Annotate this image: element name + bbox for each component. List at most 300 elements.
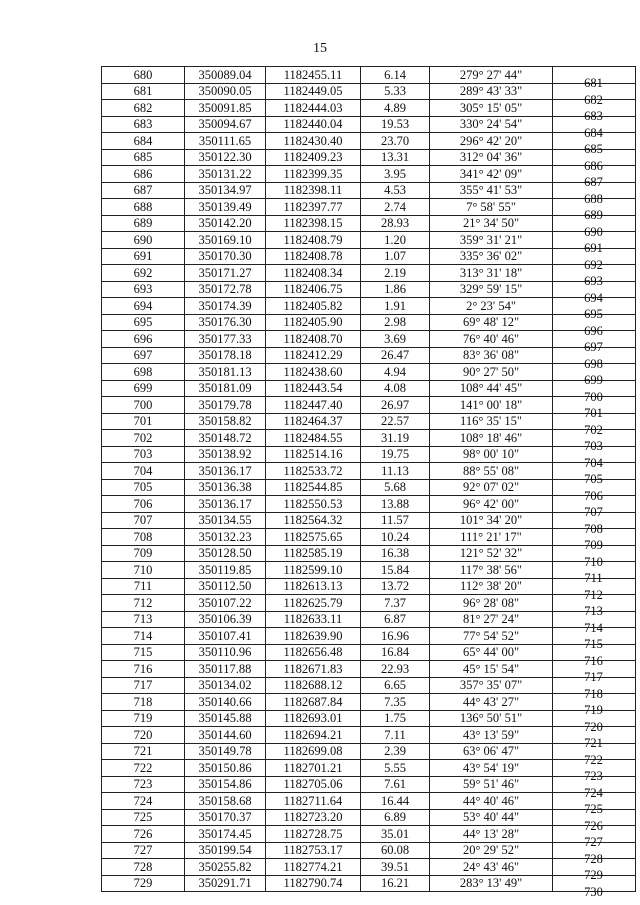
- bearing-angle-cell: 355° 41' 53": [430, 182, 553, 199]
- point-number-cell: 729: [102, 875, 185, 892]
- bearing-angle-cell: 83° 36' 08": [430, 347, 553, 364]
- x-coordinate-cell: 350142.20: [185, 215, 266, 232]
- point-number-cell: 724: [102, 793, 185, 810]
- x-coordinate-cell: 350171.27: [185, 265, 266, 282]
- segment-length-cell: 16.84: [361, 644, 430, 661]
- segment-length-cell: 11.57: [361, 512, 430, 529]
- segment-length-cell: 4.89: [361, 100, 430, 117]
- bearing-angle-cell: 63° 06' 47": [430, 743, 553, 760]
- x-coordinate-cell: 350090.05: [185, 83, 266, 100]
- y-coordinate-cell: 1182723.20: [266, 809, 361, 826]
- x-coordinate-cell: 350131.22: [185, 166, 266, 183]
- y-coordinate-cell: 1182408.70: [266, 331, 361, 348]
- bearing-angle-cell: 2° 23' 54": [430, 298, 553, 315]
- y-coordinate-cell: 1182774.21: [266, 859, 361, 876]
- next-point-label: 689: [584, 208, 603, 222]
- x-coordinate-cell: 350132.23: [185, 529, 266, 546]
- next-point-label: 684: [584, 125, 603, 140]
- next-point-label: 700: [584, 389, 603, 404]
- x-coordinate-cell: 350136.38: [185, 479, 266, 496]
- bearing-angle-cell: 330° 24' 54": [430, 116, 553, 133]
- next-point-label: 687: [584, 175, 603, 189]
- x-coordinate-cell: 350148.72: [185, 430, 266, 447]
- next-point-label: 682: [584, 92, 603, 107]
- bearing-angle-cell: 111° 21' 17": [430, 529, 553, 546]
- y-coordinate-cell: 1182599.10: [266, 562, 361, 579]
- x-coordinate-cell: 350181.09: [185, 380, 266, 397]
- segment-length-cell: 7.37: [361, 595, 430, 612]
- bearing-angle-cell: 98° 00' 10": [430, 446, 553, 463]
- segment-length-cell: 7.35: [361, 694, 430, 711]
- bearing-angle-cell: 121° 52' 32": [430, 545, 553, 562]
- bearing-angle-cell: 112° 38' 20": [430, 578, 553, 595]
- next-point-label: 718: [584, 686, 603, 701]
- segment-length-cell: 19.75: [361, 446, 430, 463]
- x-coordinate-cell: 350119.85: [185, 562, 266, 579]
- point-number-cell: 685: [102, 149, 185, 166]
- segment-length-cell: 2.19: [361, 265, 430, 282]
- y-coordinate-cell: 1182693.01: [266, 710, 361, 727]
- bearing-angle-cell: 279° 27' 44": [430, 67, 553, 84]
- y-coordinate-cell: 1182613.13: [266, 578, 361, 595]
- bearing-angle-cell: 312° 04' 36": [430, 149, 553, 166]
- y-coordinate-cell: 1182455.11: [266, 67, 361, 84]
- bearing-angle-cell: 108° 44' 45": [430, 380, 553, 397]
- point-number-cell: 717: [102, 677, 185, 694]
- y-coordinate-cell: 1182575.65: [266, 529, 361, 546]
- next-point-label: 693: [584, 274, 603, 288]
- next-point-label: 699: [584, 373, 603, 387]
- segment-length-cell: 16.96: [361, 628, 430, 645]
- x-coordinate-cell: 350144.60: [185, 727, 266, 744]
- y-coordinate-cell: 1182585.19: [266, 545, 361, 562]
- point-number-cell: 702: [102, 430, 185, 447]
- x-coordinate-cell: 350154.86: [185, 776, 266, 793]
- segment-length-cell: 1.20: [361, 232, 430, 249]
- bearing-angle-cell: 96° 42' 00": [430, 496, 553, 513]
- y-coordinate-cell: 1182438.60: [266, 364, 361, 381]
- point-number-cell: 721: [102, 743, 185, 760]
- next-point-label: 696: [584, 323, 603, 338]
- segment-length-cell: 2.74: [361, 199, 430, 216]
- y-coordinate-cell: 1182753.17: [266, 842, 361, 859]
- point-number-cell: 727: [102, 842, 185, 859]
- segment-length-cell: 10.24: [361, 529, 430, 546]
- next-point-label: 701: [584, 406, 603, 420]
- y-coordinate-cell: 1182625.79: [266, 595, 361, 612]
- next-point-label: 709: [584, 538, 603, 552]
- bearing-angle-cell: 305° 15' 05": [430, 100, 553, 117]
- segment-length-cell: 16.44: [361, 793, 430, 810]
- bearing-angle-cell: 313° 31' 18": [430, 265, 553, 282]
- x-coordinate-cell: 350107.22: [185, 595, 266, 612]
- bearing-angle-cell: 335° 36' 02": [430, 248, 553, 265]
- next-point-label: 723: [584, 769, 603, 783]
- segment-length-cell: 3.69: [361, 331, 430, 348]
- point-number-cell: 728: [102, 859, 185, 876]
- next-point-label: 714: [584, 620, 603, 635]
- x-coordinate-cell: 350174.39: [185, 298, 266, 315]
- segment-length-cell: 13.31: [361, 149, 430, 166]
- segment-length-cell: 1.75: [361, 710, 430, 727]
- bearing-angle-cell: 69° 48' 12": [430, 314, 553, 331]
- next-point-label: 691: [584, 241, 603, 255]
- x-coordinate-cell: 350091.85: [185, 100, 266, 117]
- point-number-cell: 697: [102, 347, 185, 364]
- x-coordinate-cell: 350170.30: [185, 248, 266, 265]
- segment-length-cell: 23.70: [361, 133, 430, 150]
- x-coordinate-cell: 350134.02: [185, 677, 266, 694]
- segment-length-cell: 22.57: [361, 413, 430, 430]
- segment-length-cell: 4.94: [361, 364, 430, 381]
- next-point-label: 721: [584, 736, 603, 750]
- x-coordinate-cell: 350178.18: [185, 347, 266, 364]
- x-coordinate-cell: 350128.50: [185, 545, 266, 562]
- next-point-label: 683: [584, 109, 603, 123]
- y-coordinate-cell: 1182688.12: [266, 677, 361, 694]
- point-number-cell: 700: [102, 397, 185, 414]
- point-number-cell: 722: [102, 760, 185, 777]
- bearing-angle-cell: 44° 13' 28": [430, 826, 553, 843]
- y-coordinate-cell: 1182484.55: [266, 430, 361, 447]
- point-number-cell: 696: [102, 331, 185, 348]
- point-number-cell: 690: [102, 232, 185, 249]
- y-coordinate-cell: 1182701.21: [266, 760, 361, 777]
- x-coordinate-cell: 350179.78: [185, 397, 266, 414]
- segment-length-cell: 5.33: [361, 83, 430, 100]
- y-coordinate-cell: 1182399.35: [266, 166, 361, 183]
- x-coordinate-cell: 350110.96: [185, 644, 266, 661]
- x-coordinate-cell: 350255.82: [185, 859, 266, 876]
- bearing-angle-cell: 20° 29' 52": [430, 842, 553, 859]
- bearing-angle-cell: 53° 40' 44": [430, 809, 553, 826]
- segment-length-cell: 5.68: [361, 479, 430, 496]
- x-coordinate-cell: 350176.30: [185, 314, 266, 331]
- next-point-label: 724: [584, 785, 603, 800]
- y-coordinate-cell: 1182412.29: [266, 347, 361, 364]
- point-number-cell: 692: [102, 265, 185, 282]
- next-point-label: 722: [584, 752, 603, 767]
- bearing-angle-cell: 357° 35' 07": [430, 677, 553, 694]
- point-number-cell: 694: [102, 298, 185, 315]
- point-number-cell: 693: [102, 281, 185, 298]
- next-point-label: 690: [584, 224, 603, 239]
- next-point-label: 712: [584, 587, 603, 602]
- segment-length-cell: 6.14: [361, 67, 430, 84]
- point-number-cell: 723: [102, 776, 185, 793]
- x-coordinate-cell: 350089.04: [185, 67, 266, 84]
- point-number-cell: 689: [102, 215, 185, 232]
- y-coordinate-cell: 1182440.04: [266, 116, 361, 133]
- segment-length-cell: 2.39: [361, 743, 430, 760]
- bearing-angle-cell: 289° 43' 33": [430, 83, 553, 100]
- point-number-cell: 715: [102, 644, 185, 661]
- y-coordinate-cell: 1182398.11: [266, 182, 361, 199]
- segment-length-cell: 6.65: [361, 677, 430, 694]
- point-number-cell: 706: [102, 496, 185, 513]
- next-point-label: 705: [584, 472, 603, 486]
- next-point-label: 708: [584, 521, 603, 536]
- y-coordinate-cell: 1182405.82: [266, 298, 361, 315]
- segment-length-cell: 6.89: [361, 809, 430, 826]
- segment-length-cell: 16.21: [361, 875, 430, 892]
- next-point-label: 686: [584, 158, 603, 173]
- next-point-label: 716: [584, 653, 603, 668]
- x-coordinate-cell: 350170.37: [185, 809, 266, 826]
- y-coordinate-cell: 1182398.15: [266, 215, 361, 232]
- point-number-cell: 726: [102, 826, 185, 843]
- y-coordinate-cell: 1182790.74: [266, 875, 361, 892]
- next-point-label: 715: [584, 637, 603, 651]
- x-coordinate-cell: 350199.54: [185, 842, 266, 859]
- segment-length-cell: 6.87: [361, 611, 430, 628]
- point-number-cell: 688: [102, 199, 185, 216]
- bearing-angle-cell: 7° 58' 55": [430, 199, 553, 216]
- segment-length-cell: 16.38: [361, 545, 430, 562]
- segment-length-cell: 13.88: [361, 496, 430, 513]
- segment-length-cell: 26.97: [361, 397, 430, 414]
- x-coordinate-cell: 350150.86: [185, 760, 266, 777]
- point-number-cell: 711: [102, 578, 185, 595]
- bearing-angle-cell: 43° 13' 59": [430, 727, 553, 744]
- bearing-angle-cell: 24° 43' 46": [430, 859, 553, 876]
- segment-length-cell: 22.93: [361, 661, 430, 678]
- bearing-angle-cell: 45° 15' 54": [430, 661, 553, 678]
- next-point-label: 697: [584, 340, 603, 354]
- segment-length-cell: 1.86: [361, 281, 430, 298]
- point-number-cell: 699: [102, 380, 185, 397]
- y-coordinate-cell: 1182705.06: [266, 776, 361, 793]
- next-point-label: 725: [584, 802, 603, 816]
- y-coordinate-cell: 1182514.16: [266, 446, 361, 463]
- next-point-label: 730: [584, 884, 603, 899]
- point-number-cell: 680: [102, 67, 185, 84]
- point-number-cell: 709: [102, 545, 185, 562]
- next-point-label: 713: [584, 604, 603, 618]
- segment-length-cell: 7.61: [361, 776, 430, 793]
- point-number-cell: 687: [102, 182, 185, 199]
- y-coordinate-cell: 1182639.90: [266, 628, 361, 645]
- point-number-cell: 705: [102, 479, 185, 496]
- y-coordinate-cell: 1182671.83: [266, 661, 361, 678]
- y-coordinate-cell: 1182408.79: [266, 232, 361, 249]
- x-coordinate-cell: 350106.39: [185, 611, 266, 628]
- y-coordinate-cell: 1182533.72: [266, 463, 361, 480]
- point-number-cell: 704: [102, 463, 185, 480]
- next-point-label: 720: [584, 719, 603, 734]
- y-coordinate-cell: 1182550.53: [266, 496, 361, 513]
- next-point-label: 727: [584, 835, 603, 849]
- next-point-label: 704: [584, 455, 603, 470]
- x-coordinate-cell: 350177.33: [185, 331, 266, 348]
- segment-length-cell: 15.84: [361, 562, 430, 579]
- segment-length-cell: 31.19: [361, 430, 430, 447]
- x-coordinate-cell: 350094.67: [185, 116, 266, 133]
- segment-length-cell: 35.01: [361, 826, 430, 843]
- y-coordinate-cell: 1182405.90: [266, 314, 361, 331]
- y-coordinate-cell: 1182443.54: [266, 380, 361, 397]
- x-coordinate-cell: 350169.10: [185, 232, 266, 249]
- y-coordinate-cell: 1182449.05: [266, 83, 361, 100]
- bearing-angle-cell: 90° 27' 50": [430, 364, 553, 381]
- point-number-cell: 720: [102, 727, 185, 744]
- bearing-angle-cell: 88° 55' 08": [430, 463, 553, 480]
- y-coordinate-cell: 1182408.78: [266, 248, 361, 265]
- bearing-angle-cell: 116° 35' 15": [430, 413, 553, 430]
- y-coordinate-cell: 1182464.37: [266, 413, 361, 430]
- bearing-angle-cell: 296° 42' 20": [430, 133, 553, 150]
- x-coordinate-cell: 350134.97: [185, 182, 266, 199]
- segment-length-cell: 7.11: [361, 727, 430, 744]
- next-point-label: 702: [584, 422, 603, 437]
- x-coordinate-cell: 350111.65: [185, 133, 266, 150]
- y-coordinate-cell: 1182633.11: [266, 611, 361, 628]
- point-number-cell: 703: [102, 446, 185, 463]
- next-point-label: 706: [584, 488, 603, 503]
- segment-length-cell: 4.08: [361, 380, 430, 397]
- x-coordinate-cell: 350138.92: [185, 446, 266, 463]
- x-coordinate-cell: 350112.50: [185, 578, 266, 595]
- point-number-cell: 683: [102, 116, 185, 133]
- y-coordinate-cell: 1182544.85: [266, 479, 361, 496]
- next-point-label: 692: [584, 257, 603, 272]
- next-point-label: 726: [584, 818, 603, 833]
- bearing-angle-cell: 92° 07' 02": [430, 479, 553, 496]
- point-number-cell: 707: [102, 512, 185, 529]
- next-point-label: 729: [584, 868, 603, 882]
- segment-length-cell: 1.91: [361, 298, 430, 315]
- next-point-label: 728: [584, 851, 603, 866]
- segment-length-cell: 28.93: [361, 215, 430, 232]
- y-coordinate-cell: 1182699.08: [266, 743, 361, 760]
- point-number-cell: 684: [102, 133, 185, 150]
- point-number-cell: 681: [102, 83, 185, 100]
- x-coordinate-cell: 350291.71: [185, 875, 266, 892]
- segment-length-cell: 13.72: [361, 578, 430, 595]
- next-point-label: 685: [584, 142, 603, 156]
- bearing-angle-cell: 44° 43' 27": [430, 694, 553, 711]
- bearing-angle-cell: 283° 13' 49": [430, 875, 553, 892]
- segment-length-cell: 60.08: [361, 842, 430, 859]
- x-coordinate-cell: 350139.49: [185, 199, 266, 216]
- y-coordinate-cell: 1182408.34: [266, 265, 361, 282]
- x-coordinate-cell: 350149.78: [185, 743, 266, 760]
- next-point-label: 698: [584, 356, 603, 371]
- y-coordinate-cell: 1182687.84: [266, 694, 361, 711]
- next-point-label: 711: [584, 571, 603, 585]
- point-number-cell: 691: [102, 248, 185, 265]
- point-number-cell: 713: [102, 611, 185, 628]
- x-coordinate-cell: 350136.17: [185, 463, 266, 480]
- y-coordinate-cell: 1182694.21: [266, 727, 361, 744]
- point-number-cell: 719: [102, 710, 185, 727]
- bearing-angle-cell: 359° 31' 21": [430, 232, 553, 249]
- y-coordinate-cell: 1182430.40: [266, 133, 361, 150]
- x-coordinate-cell: 350158.82: [185, 413, 266, 430]
- y-coordinate-cell: 1182397.77: [266, 199, 361, 216]
- point-number-cell: 718: [102, 694, 185, 711]
- point-number-cell: 682: [102, 100, 185, 117]
- segment-length-cell: 19.53: [361, 116, 430, 133]
- point-number-cell: 714: [102, 628, 185, 645]
- x-coordinate-cell: 350134.55: [185, 512, 266, 529]
- next-point-label: 681: [584, 76, 603, 90]
- x-coordinate-cell: 350145.88: [185, 710, 266, 727]
- point-number-cell: 686: [102, 166, 185, 183]
- y-coordinate-cell: 1182409.23: [266, 149, 361, 166]
- x-coordinate-cell: 350122.30: [185, 149, 266, 166]
- segment-length-cell: 3.95: [361, 166, 430, 183]
- segment-length-cell: 2.98: [361, 314, 430, 331]
- bearing-angle-cell: 341° 42' 09": [430, 166, 553, 183]
- x-coordinate-cell: 350172.78: [185, 281, 266, 298]
- x-coordinate-cell: 350174.45: [185, 826, 266, 843]
- segment-length-cell: 39.51: [361, 859, 430, 876]
- x-coordinate-cell: 350107.41: [185, 628, 266, 645]
- segment-length-cell: 5.55: [361, 760, 430, 777]
- point-number-cell: 695: [102, 314, 185, 331]
- next-point-label: 710: [584, 554, 603, 569]
- bearing-angle-cell: 44° 40' 46": [430, 793, 553, 810]
- next-point-label: 717: [584, 670, 603, 684]
- page-number: 15: [313, 41, 327, 56]
- point-number-cell: 710: [102, 562, 185, 579]
- next-point-label: 719: [584, 703, 603, 717]
- x-coordinate-cell: 350117.88: [185, 661, 266, 678]
- point-number-cell: 725: [102, 809, 185, 826]
- y-coordinate-cell: 1182564.32: [266, 512, 361, 529]
- bearing-angle-cell: 96° 28' 08": [430, 595, 553, 612]
- y-coordinate-cell: 1182406.75: [266, 281, 361, 298]
- segment-length-cell: 11.13: [361, 463, 430, 480]
- segment-length-cell: 1.07: [361, 248, 430, 265]
- next-point-label: 703: [584, 439, 603, 453]
- x-coordinate-cell: 350181.13: [185, 364, 266, 381]
- y-coordinate-cell: 1182711.64: [266, 793, 361, 810]
- x-coordinate-cell: 350140.66: [185, 694, 266, 711]
- x-coordinate-cell: 350158.68: [185, 793, 266, 810]
- bearing-angle-cell: 21° 34' 50": [430, 215, 553, 232]
- point-number-cell: 716: [102, 661, 185, 678]
- bearing-angle-cell: 141° 00' 18": [430, 397, 553, 414]
- point-number-cell: 712: [102, 595, 185, 612]
- bearing-angle-cell: 108° 18' 46": [430, 430, 553, 447]
- bearing-angle-cell: 77° 54' 52": [430, 628, 553, 645]
- x-coordinate-cell: 350136.17: [185, 496, 266, 513]
- bearing-angle-cell: 117° 38' 56": [430, 562, 553, 579]
- y-coordinate-cell: 1182444.03: [266, 100, 361, 117]
- next-point-label: 694: [584, 290, 603, 305]
- bearing-angle-cell: 101° 34' 20": [430, 512, 553, 529]
- bearing-angle-cell: 43° 54' 19": [430, 760, 553, 777]
- y-coordinate-cell: 1182728.75: [266, 826, 361, 843]
- y-coordinate-cell: 1182656.48: [266, 644, 361, 661]
- point-number-cell: 698: [102, 364, 185, 381]
- bearing-angle-cell: 76° 40' 46": [430, 331, 553, 348]
- point-number-cell: 701: [102, 413, 185, 430]
- y-coordinate-cell: 1182447.40: [266, 397, 361, 414]
- point-number-cell: 708: [102, 529, 185, 546]
- bearing-angle-cell: 59° 51' 46": [430, 776, 553, 793]
- segment-length-cell: 26.47: [361, 347, 430, 364]
- next-point-label: 688: [584, 191, 603, 206]
- bearing-angle-cell: 136° 50' 51": [430, 710, 553, 727]
- bearing-angle-cell: 65° 44' 00": [430, 644, 553, 661]
- next-point-label: 707: [584, 505, 603, 519]
- bearing-angle-cell: 329° 59' 15": [430, 281, 553, 298]
- bearing-angle-cell: 81° 27' 24": [430, 611, 553, 628]
- next-point-label: 695: [584, 307, 603, 321]
